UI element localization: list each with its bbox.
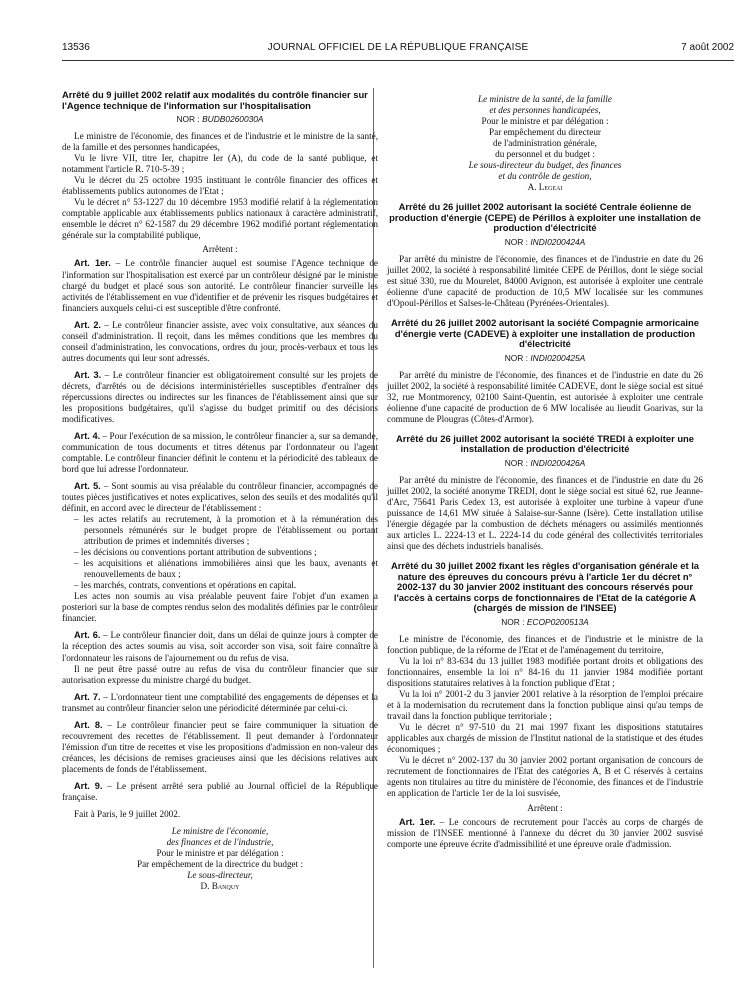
decree-paragraph: Le ministre de l'économie, des finances et de l'industrie et le ministre de la fonction publique, de la réforme de l'Etat et de l'aménagement du territoire, — [387, 634, 703, 656]
nor-label: NOR : — [176, 114, 200, 125]
decree-text: Par arrêté du ministre de l'économie, des finances et de l'industrie en date du 26 juillet 2002, la société à responsabilité limitée CEPE de Périllos, dont le siège social est situé 330, rue du Mourelet, 84000 Avignon, est autorisée à exploiter une centrale éolienne d'une capacité de production de 10,5 MW localisée sur les communes d'Opoul-Périllos et Salses-le-Château (Pyrénées-Orientales). — [387, 253, 703, 309]
article-5-list — [74, 514, 378, 591]
signature-block-top — [387, 94, 703, 193]
preamble-paragraph: Vu le livre VII, titre Ier, chapitre Ier (A), du code de la santé publique, et notamment l'article R. 710-5-39 ; — [62, 153, 378, 175]
list-item: – les acquisitions et aliénations immobilières ainsi que les baux, avenants et renouvellements de baux ; — [74, 558, 378, 580]
signature-line: Pour le ministre et par délégation : — [156, 847, 284, 858]
article-text: Le contrôleur financier doit, dans un délai de quinze jours à compter de la réception des actes soumis au visa, soit accorder son visa, soit faire connaître à l'ordonnateur les raisons de l'ajournement ou du refus de visa. — [62, 630, 379, 663]
page-header — [62, 42, 734, 56]
article-6-refusal: Il ne peut être passé outre au refus de visa du contrôleur financier que sur autorisation expresse du ministre chargé du budget. — [62, 663, 378, 685]
article-text: Le contrôleur financier assiste, avec voix consultative, aux séances du conseil d'administration. Il reçoit, dans les mêmes conditions que les membres du conseil d'administration, les convocations, ordres du jour, procès-verbaux et tous les autres documents qui leur sont adressés. — [62, 319, 378, 363]
decree-title: Arrêté du 26 juillet 2002 autorisant la société TREDI à exploiter une installation de production d'électricité — [395, 432, 694, 455]
nor-code: ECOP0200513A — [526, 616, 589, 627]
article-number: Art. 5. — [74, 481, 101, 492]
article-5: Art. 5. – Sont soumis au visa préalable du contrôleur financier, accompagnés de toutes pièces justificatives et notes explicatives, selon des seuils et des modalités qu'il définit, en accord avec le directeur de l'établissement : — [62, 481, 379, 514]
article-text: Le présent arrêté sera publié au Journal officiel de la République française. — [62, 780, 378, 802]
signature-line: Le ministre de la santé, de la famille — [478, 94, 612, 104]
nor-reference — [62, 114, 378, 124]
preamble-paragraph: Vu le décret du 25 octobre 1935 instituant le contrôle financier des offices et établissements publics autonomes de l'Etat ; — [62, 175, 378, 197]
article-5-after: Les actes non soumis au visa préalable peuvent faire l'objet d'un examen a posteriori sur la base de comptes rendus selon des modalités définies par le contrôleur financier. — [62, 591, 378, 624]
article-number: Art. 6. — [74, 630, 101, 641]
article-number: Art. 1er. — [74, 258, 111, 269]
right-column — [387, 94, 703, 850]
preamble-paragraph: Le ministre de l'économie, des finances et de l'industrie et le ministre de la santé, de la famille et des personnes handicapées, — [62, 131, 378, 153]
decree-paragraph: Vu le décret n° 97-510 du 21 mai 1997 fixant les dispositions statutaires applicables aux chargés de mission de l'Institut national de la statistique et des études économiques ; — [387, 722, 703, 755]
preamble — [62, 131, 378, 241]
nor-code: INDI0200425A — [530, 352, 586, 363]
decree-paragraph: Vu le décret n° 2002-137 du 30 janvier 2002 portant organisation de concours de recrutement de fonctionnaires de l'Etat des catégories A, B et C réservés à certains agents non titulaires au titre du ministère de l'économie, des finances et de l'industrie en application de l'article 1er de la loi susvisée, — [387, 755, 703, 799]
decree-cepe — [387, 202, 703, 309]
signature-line: du personnel et du budget : — [495, 149, 595, 160]
article-8: Art. 8. – Le contrôleur financier peut se faire communiquer la situation de recouvrement des recettes de l'établissement. Il peut demander à l'ordonnateur l'émission d'un titre de recettes et vise les propositions d'admission en non-valeur des créances, les décisions de remises gracieuses ainsi que les décisions relatives aux placements de fonds de l'établissement. — [62, 719, 378, 774]
fait-a-paris: Fait à Paris, le 9 juillet 2002. — [74, 808, 181, 819]
nor-reference — [387, 237, 703, 247]
article-number: Art. 2. — [74, 319, 101, 330]
nor-code: BUDB0260030A — [202, 114, 264, 125]
article-number: Art. 8. — [74, 719, 103, 730]
nor-reference — [387, 458, 703, 468]
decree-text: Par arrêté du ministre de l'économie, des finances et de l'industrie en date du 26 juillet 2002, la société à responsabilité limitée CADEVE, dont le siège social est situé 32, rue Montmorency, 02100 Saint-Quentin, est autorisée à exploiter une centrale éolienne d'une capacité de production de 6 MW localisée au lieudit Goarivas, sur la commune de Plougras (Côtes-d'Armor). — [387, 369, 703, 424]
article-text: Sont soumis au visa préalable du contrôleur financier, accompagnés de toutes pièces justificatives et notes explicatives, selon des seuils et des modalités qu'il définit, en accord avec le directeur de l'établissement : — [62, 481, 379, 514]
article-text: Pour l'exécution de sa mission, le contrôleur financier a, sur sa demande, communication de tous documents et titres détenus par l'ordonnateur ou l'agent comptable. Le contrôleur financier définit le contenu et la périodicité des tableaux de bord que lui adresse l'ordonnateur. — [62, 430, 378, 475]
signature-line: et des personnes handicapées, — [489, 105, 601, 116]
signature-line: de l'administration générale, — [493, 138, 597, 149]
list-item: – les décisions ou conventions portant attribution de subventions ; — [74, 547, 317, 558]
nor-code: INDI0200424A — [530, 236, 586, 247]
decree-paragraph: Vu la loi n° 83-634 du 13 juillet 1983 modifiée portant droits et obligations des fonctionnaires, ensemble la loi n° 84-16 du 11 janvier 1984 modifiée portant dispositions statutaires relatives à la fonction publique d'Etat ; — [387, 656, 703, 689]
signature-line: Le ministre de l'économie, — [171, 825, 269, 836]
article-text: L'ordonnateur tient une comptabilité des engagements de dépenses et la transmet au contrôleur financier selon une périodicité déterminée par celui-ci. — [62, 691, 379, 713]
signature-line: Par empêchement du directeur — [489, 127, 601, 138]
signature-line: des finances et de l'industrie, — [166, 836, 274, 847]
decree-title: Arrêté du 26 juillet 2002 autorisant la société Compagnie armoricaine d'énergie verte (CADEVE) à exploiter une installation de production d'électricité — [391, 317, 699, 350]
article-1: Art. 1er. – Le concours de recrutement pour l'accès au corps de chargés de mission de l'INSEE mentionné à l'annexe du décret du 30 janvier 2002 susvisé comporte une épreuve écrite d'admissibilité et une épreuve orale d'admission. — [387, 816, 704, 849]
nor-reference — [387, 617, 703, 627]
nor-label: NOR : — [504, 236, 528, 247]
journal-title: JOURNAL OFFICIEL DE LA RÉPUBLIQUE FRANÇAISE — [267, 42, 529, 53]
decree-paragraph: Vu la loi n° 2001-2 du 3 janvier 2001 relative à la résorption de l'emploi précaire et à la modernisation du recrutement dans la fonction publique ainsi qu'au temps de travail dans la fonction publique territoriale ; — [387, 689, 703, 722]
arretent-heading: Arrêtent : — [202, 244, 238, 255]
nor-label: NOR : — [504, 458, 528, 468]
nor-label: NOR : — [504, 352, 528, 363]
signature-block — [62, 826, 378, 892]
article-9: Art. 9. – Le présent arrêté sera publié au Journal officiel de la République française. — [62, 780, 378, 802]
list-item: – les actes relatifs au recrutement, à la promotion et à la rémunération des personnels rémunérés sur le budget propre de l'établissement ou portant attribution de primes et indemnités diverses ; — [74, 514, 378, 547]
list-item: – les marchés, contrats, conventions et opérations en capital. — [74, 580, 297, 591]
signature-line: et du contrôle de gestion, — [498, 171, 592, 182]
decree-insee — [387, 561, 703, 849]
decree-title: Arrêté du 9 juillet 2002 relatif aux modalités du contrôle financier sur l'Agence technique de l'information sur l'hospitalisation — [62, 89, 368, 111]
nor-label: NOR : — [501, 616, 525, 627]
article-3: Art. 3. – Le contrôleur financier est obligatoirement consulté sur les projets de décrets, d'arrêtés ou de décisions interministérielles susceptibles d'entraîner des répercussions directes ou indirectes sur les finances de l'établissement ainsi que sur les propositions budgétaires, qu'il s'agisse du budget primitif ou des décisions modificatives. — [62, 369, 379, 424]
article-4: Art. 4. – Pour l'exécution de sa mission, le contrôleur financier a, sur sa demande, communication de tous documents et titres détenus par l'ordonnateur ou l'agent comptable. Le contrôleur financier définit le contenu et la périodicité des tableaux de bord que lui adresse l'ordonnateur. — [62, 430, 378, 475]
page-number: 13536 — [62, 42, 90, 53]
nor-code: INDI0200426A — [530, 458, 586, 468]
article-text: Le contrôleur financier peut se faire communiquer la situation de recouvrement des recettes de l'établissement. Il peut demander à l'ordonnateur l'émission d'un titre de recettes et vise les propositions d'admission en non-valeur des créances, les décisions de remises gracieuses ainsi que les décisions relatives aux placements de fonds de l'établissement. — [62, 719, 378, 774]
article-number: Art. 1er. — [399, 816, 436, 827]
signature-line: Le sous-directeur du budget, des finances — [468, 160, 622, 171]
article-text: Le concours de recrutement pour l'accès au corps de chargés de mission de l'INSEE mentionné à l'annexe du décret du 30 janvier 2002 susvisé comporte une épreuve écrite d'admissibilité et une épreuve orale d'admission. — [387, 816, 704, 849]
decree-tredi — [387, 434, 703, 552]
article-6: Art. 6. – Le contrôleur financier doit, dans un délai de quinze jours à compter de la réception des actes soumis au visa, soit accorder son visa, soit faire connaître à l'ordonnateur les raisons de l'ajournement ou du refus de visa. — [62, 630, 379, 663]
decree-text: Par arrêté du ministre de l'économie, des finances et de l'industrie en date du 26 juillet 2002, la société anonyme TREDI, dont le siège social est situé 62, rue Jeanne-d'Arc, 75641 Paris Cedex 13, est autorisée à exploiter une turbine à vapeur d'une puissance de 14,61 MW située à Salaise-sur-Sanne (Isère). Cette installation utilise l'énergie dégagée par la combustion de déchets ménagers ou assimilés mentionnés aux articles L. 2224-13 et L. 2224-14 du code général des collectivités territoriales ainsi que des déchets industriels banalisés. — [387, 475, 703, 552]
left-column — [62, 90, 378, 892]
arretent-heading: Arrêtent : — [527, 802, 563, 813]
article-text: Le contrôleur financier est obligatoirement consulté sur les projets de décrets, d'arrêtés ou de décisions interministérielles susceptibles d'entraîner des répercussions directes ou indirectes sur les finances de l'établissement ainsi que sur les propositions budgétaires, qu'il s'agisse du budget primitif ou des décisions modificatives. — [62, 369, 379, 424]
article-number: Art. 4. — [74, 430, 101, 441]
signature-line: Le sous-directeur, — [187, 870, 253, 881]
signature-line: Par empêchement de la directrice du budget : — [136, 859, 304, 870]
article-7: Art. 7. – L'ordonnateur tient une comptabilité des engagements de dépenses et la transmet au contrôleur financier selon une périodicité déterminée par celui-ci. — [62, 691, 379, 713]
nor-reference — [387, 353, 703, 363]
signatory-name: D. Banquy — [200, 881, 240, 892]
header-rule — [62, 60, 734, 61]
decree-cadeve — [387, 318, 703, 425]
decree-title: Arrêté du 26 juillet 2002 autorisant la société Centrale éolienne de production d'énergie (CEPE) de Périllos à exploiter une installation de production d'électricité — [389, 201, 701, 234]
article-1: Art. 1er. – Le contrôle financier auquel est soumise l'Agence technique de l'information sur l'hospitalisation est exercé par un contrôleur désigné par le ministre chargé du budget et placé sous son autorité. Le contrôleur financier surveille les activités de l'établissement en vue d'identifier et de prévenir les risques budgétaires et financiers auxquels celui-ci est susceptible d'être confronté. — [62, 258, 379, 313]
signatory-name: A. Legeai — [527, 182, 563, 193]
article-2: Art. 2. – Le contrôleur financier assiste, avec voix consultative, aux séances du conseil d'administration. Il reçoit, dans les mêmes conditions que les membres du conseil d'administration, les convocations, ordres du jour, procès-verbaux et tous les autres documents qui leur sont adressés. — [62, 319, 378, 363]
article-number: Art. 3. — [74, 369, 102, 380]
publication-date: 7 août 2002 — [681, 42, 734, 53]
preamble-paragraph: Vu le décret n° 53-1227 du 10 décembre 1953 modifié relatif à la réglementation comptable applicable aux établissements publics nationaux à caractère administratif, ensemble le décret n° 62-1587 du 29 décembre 1962 modifié portant réglementation générale sur la comptabilité publique, — [62, 197, 378, 241]
article-text: Le contrôle financier auquel est soumise l'Agence technique de l'information sur l'hospitalisation est exercé par un contrôleur désigné par le ministre chargé du budget et placé sous son autorité. Le contrôleur financier surveille les activités de l'établissement en vue d'identifier et de prévenir les risques budgétaires et financiers auxquels celui-ci est susceptible d'être confronté. — [62, 258, 379, 313]
article-number: Art. 9. — [74, 780, 103, 791]
decree-title: Arrêté du 30 juillet 2002 fixant les règles d'organisation générale et la nature des épreuves du concours prévu à l'article 1er du décret n° 2002-137 du 30 janvier 2002 instituant des concours réservés pour l'accès à certains corps de fonctionnaires de l'Etat de la catégorie A (chargés de mission de l'INSEE) — [390, 560, 700, 614]
article-number: Art. 7. — [74, 691, 101, 702]
signature-line: Pour le ministre et par délégation : — [481, 116, 609, 127]
